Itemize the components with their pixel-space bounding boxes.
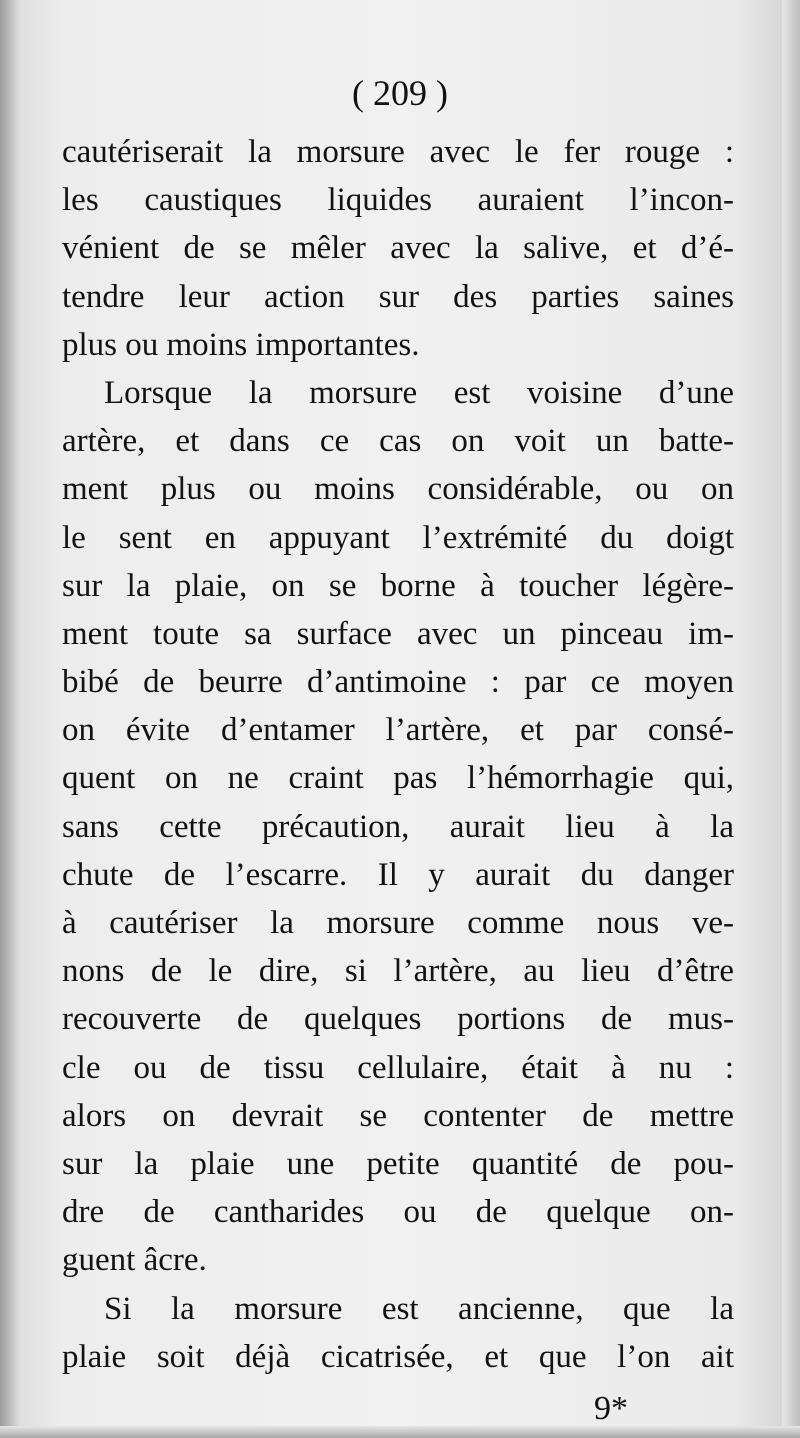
text-line: vénient de se mêler avec la salive, et d’é- — [62, 230, 734, 267]
page-bottom-edge — [0, 1426, 800, 1438]
text-line: sur la plaie, on se borne à toucher légère- — [62, 567, 734, 604]
text-line: dre de cantharides ou de quelque on- — [62, 1194, 734, 1231]
text-line: quent on ne craint pas l’hémorrhagie qui, — [62, 760, 734, 797]
page-left-edge — [0, 0, 22, 1438]
body-text — [62, 128, 734, 1381]
text-line: les caustiques liquides auraient l’incon- — [62, 182, 734, 219]
text-line: recouverte de quelques portions de mus- — [62, 1001, 734, 1038]
text-line: plaie soit déjà cicatrisée, et que l’on ait — [62, 1338, 734, 1375]
paragraph-start-line: Si la morsure est ancienne, que la — [104, 1290, 734, 1327]
text-line: artère, et dans ce cas on voit un batte- — [62, 423, 734, 460]
text-line: chute de l’escarre. Il y aurait du danger — [62, 856, 734, 893]
text-line: ment toute sa surface avec un pinceau im- — [62, 615, 734, 652]
text-line: sur la plaie une petite quantité de pou- — [62, 1145, 734, 1182]
text-line: le sent en appuyant l’extrémité du doigt — [62, 519, 734, 556]
text-line: ment plus ou moins considérable, ou on — [62, 471, 734, 508]
text-line: cautériserait la morsure avec le fer rouge : — [62, 134, 734, 170]
page-right-edge — [782, 0, 800, 1438]
text-line: bibé de beurre d’antimoine : par ce moyen — [62, 664, 734, 701]
text-line: sans cette précaution, aurait lieu à la — [62, 808, 734, 845]
text-line: cle ou de tissu cellulaire, était à nu : — [62, 1049, 734, 1086]
text-line: guent âcre. — [62, 1242, 207, 1279]
page-number: ( 209 ) — [352, 73, 448, 113]
text-line: tendre leur action sur des parties saines — [62, 278, 734, 315]
paragraph-start-line: Lorsque la morsure est voisine d’une — [104, 374, 734, 411]
signature-mark: 9* — [594, 1390, 628, 1427]
text-line: plus ou moins importantes. — [62, 326, 420, 363]
text-line: nons de le dire, si l’artère, au lieu d’être — [62, 953, 734, 990]
text-line: à cautériser la morsure comme nous ve- — [62, 905, 734, 941]
text-line: alors on devrait se contenter de mettre — [62, 1097, 734, 1134]
text-line: on évite d’entamer l’artère, et par consé- — [62, 712, 734, 749]
